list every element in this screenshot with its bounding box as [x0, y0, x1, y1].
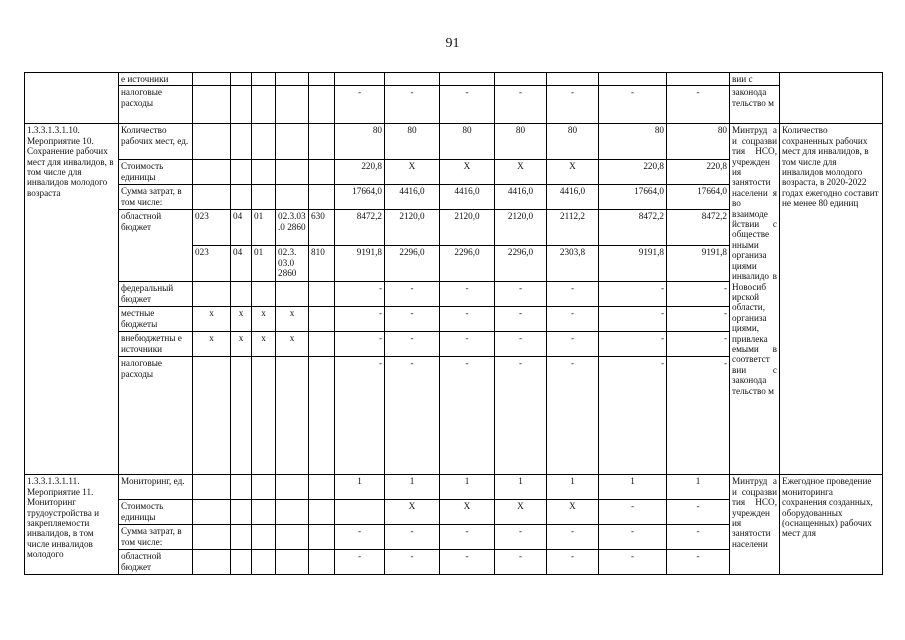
funding-source-label: налоговые расходы — [119, 86, 193, 124]
funding-source-label: Сумма затрат, в том числе: — [119, 185, 193, 210]
measure11-title: 1.3.3.1.3.1.11. Мероприятие 11. Мониторинг трудоустройства и закрепляемости инвалидов, в том числе инвалидов молодого — [25, 475, 119, 575]
value-cell: - — [440, 307, 495, 332]
budget-code-cell — [231, 160, 252, 185]
value-cell: - — [495, 525, 547, 550]
value-cell: - — [440, 332, 495, 357]
value-cell: 1 — [667, 475, 730, 500]
value-cell: 4416,0 — [385, 185, 440, 210]
value-cell: - — [667, 86, 730, 124]
budget-code-cell — [231, 550, 252, 575]
value-cell — [385, 73, 440, 86]
budget-code-cell — [252, 357, 276, 475]
budget-code-cell — [252, 282, 276, 307]
budget-code-cell — [276, 185, 309, 210]
value-cell: 80 — [599, 124, 667, 160]
budget-code-cell — [276, 160, 309, 185]
value-cell: - — [335, 86, 385, 124]
value-cell: - — [599, 282, 667, 307]
value-cell: - — [547, 357, 599, 475]
value-cell: 1 — [547, 475, 599, 500]
value-cell: - — [547, 282, 599, 307]
value-cell: 80 — [667, 124, 730, 160]
value-cell: - — [495, 307, 547, 332]
value-cell: 1 — [385, 475, 440, 500]
value-cell — [335, 73, 385, 86]
value-cell: - — [495, 550, 547, 575]
value-cell: - — [547, 307, 599, 332]
value-cell: 4416,0 — [547, 185, 599, 210]
budget-code-cell — [193, 185, 231, 210]
funding-source-label: Количество рабочих мест, ед. — [119, 124, 193, 160]
value-cell: - — [495, 332, 547, 357]
value-cell: 2296,0 — [495, 246, 547, 282]
value-cell: - — [440, 525, 495, 550]
funding-source-label: областной бюджет — [119, 210, 193, 282]
value-cell: Х — [495, 160, 547, 185]
budget-code-cell — [309, 332, 335, 357]
value-cell: - — [385, 357, 440, 475]
value-cell: 8472,2 — [599, 210, 667, 246]
budget-code-cell — [309, 282, 335, 307]
value-cell: - — [599, 86, 667, 124]
value-cell: Х — [385, 160, 440, 185]
value-cell — [440, 73, 495, 86]
value-cell: Х — [440, 500, 495, 525]
value-cell: - — [385, 525, 440, 550]
value-cell: 1 — [599, 475, 667, 500]
value-cell: 8472,2 — [335, 210, 385, 246]
value-cell: 80 — [335, 124, 385, 160]
value-cell: 4416,0 — [440, 185, 495, 210]
value-cell: - — [440, 86, 495, 124]
value-cell: Х — [495, 500, 547, 525]
value-cell: 220,8 — [667, 160, 730, 185]
value-cell: - — [495, 86, 547, 124]
value-cell: Х — [547, 500, 599, 525]
budget-code-cell — [193, 73, 231, 86]
budget-code-cell — [193, 357, 231, 475]
value-cell: - — [667, 357, 730, 475]
budget-code-cell — [276, 475, 309, 500]
budget-code-cell — [309, 525, 335, 550]
budget-code-cell: 023 — [193, 246, 231, 282]
budget-code-cell — [231, 357, 252, 475]
measure11-result: Ежегодное проведение мониторинга сохранения созданных, оборудованных (оснащенных) рабочих мест для — [780, 475, 883, 575]
budget-code-cell — [276, 550, 309, 575]
budget-code-cell: x — [276, 307, 309, 332]
budget-code-cell — [193, 550, 231, 575]
budget-code-cell — [252, 550, 276, 575]
value-cell: - — [440, 282, 495, 307]
value-cell: Х — [547, 160, 599, 185]
value-cell: - — [495, 357, 547, 475]
budget-code-cell — [309, 500, 335, 525]
value-cell: - — [667, 307, 730, 332]
measure11-executor: Минтруд а и соцразви тия НСО, учрежден ия занятости населени — [730, 475, 780, 575]
value-cell: 220,8 — [335, 160, 385, 185]
budget-code-cell — [231, 500, 252, 525]
value-cell: 220,8 — [599, 160, 667, 185]
budget-code-cell: x — [231, 307, 252, 332]
budget-code-cell: 023 — [193, 210, 231, 246]
value-cell: - — [385, 282, 440, 307]
budget-code-cell — [193, 475, 231, 500]
value-cell: - — [385, 332, 440, 357]
budget-code-cell: 02.3. 03.0 2860 — [276, 246, 309, 282]
value-cell: 2296,0 — [385, 246, 440, 282]
funding-source-label: областной бюджет — [119, 550, 193, 575]
budget-code-cell — [231, 525, 252, 550]
funding-source-label: Сумма затрат, в том числе: — [119, 525, 193, 550]
budget-code-cell: x — [252, 332, 276, 357]
measure10-row — [25, 124, 883, 160]
value-cell: - — [335, 550, 385, 575]
value-cell: 9191,8 — [667, 246, 730, 282]
budget-code-cell: 04 — [231, 246, 252, 282]
value-cell: - — [440, 357, 495, 475]
budget-code-cell — [276, 525, 309, 550]
budget-code-cell — [309, 124, 335, 160]
value-cell: - — [495, 282, 547, 307]
value-cell: 80 — [385, 124, 440, 160]
value-cell: 2120,0 — [385, 210, 440, 246]
value-cell — [547, 73, 599, 86]
value-cell: 80 — [495, 124, 547, 160]
value-cell: 80 — [440, 124, 495, 160]
value-cell: 1 — [440, 475, 495, 500]
funding-source-label: местные бюджеты — [119, 307, 193, 332]
budget-code-cell: 01 — [252, 246, 276, 282]
budget-code-cell — [252, 185, 276, 210]
value-cell — [599, 73, 667, 86]
budget-code-cell — [231, 282, 252, 307]
value-cell: 17664,0 — [667, 185, 730, 210]
budget-code-cell — [309, 86, 335, 124]
value-cell: - — [440, 550, 495, 575]
value-cell: - — [599, 550, 667, 575]
executor-cell: вии с — [730, 73, 780, 86]
budget-code-cell — [309, 550, 335, 575]
budget-code-cell — [276, 73, 309, 86]
value-cell — [335, 500, 385, 525]
value-cell: - — [599, 332, 667, 357]
value-cell — [495, 73, 547, 86]
funding-source-label: федеральный бюджет — [119, 282, 193, 307]
budget-code-cell — [231, 124, 252, 160]
value-cell: - — [547, 86, 599, 124]
value-cell: - — [547, 525, 599, 550]
budget-code-cell: 01 — [252, 210, 276, 246]
value-cell: - — [667, 282, 730, 307]
budget-code-cell: 630 — [309, 210, 335, 246]
value-cell: 2303,8 — [547, 246, 599, 282]
budget-code-cell — [231, 185, 252, 210]
value-cell: - — [667, 550, 730, 575]
budget-code-cell — [252, 124, 276, 160]
budget-code-cell — [276, 124, 309, 160]
funding-source-label: е источники — [119, 73, 193, 86]
value-cell: - — [547, 332, 599, 357]
budget-code-cell — [252, 475, 276, 500]
value-cell: - — [599, 357, 667, 475]
value-cell: - — [335, 307, 385, 332]
budget-code-cell — [252, 500, 276, 525]
value-cell: - — [547, 550, 599, 575]
funding-source-label: внебюджетны е источники — [119, 332, 193, 357]
continuation-row — [25, 86, 883, 124]
value-cell: Х — [440, 160, 495, 185]
budget-code-cell: 02.3.03.0 2860 — [276, 210, 309, 246]
value-cell: - — [335, 282, 385, 307]
value-cell: - — [599, 307, 667, 332]
value-cell: - — [385, 86, 440, 124]
budget-code-cell: x — [193, 307, 231, 332]
value-cell: 17664,0 — [599, 185, 667, 210]
measure10-result: Количество сохраненных рабочих мест для инвалидов, в том числе для инвалидов молодого возраста, в 2020-2022 годах ежегодно составит не менее 80 единиц — [780, 124, 883, 475]
budget-code-cell — [276, 500, 309, 525]
value-cell: 2112,2 — [547, 210, 599, 246]
value-cell: 4416,0 — [495, 185, 547, 210]
continuation-row — [25, 73, 883, 86]
budget-code-cell — [309, 73, 335, 86]
budget-code-cell: x — [193, 332, 231, 357]
budget-code-cell: 04 — [231, 210, 252, 246]
value-cell: 8472,2 — [667, 210, 730, 246]
value-cell: 2296,0 — [440, 246, 495, 282]
value-cell: - — [667, 500, 730, 525]
budget-code-cell — [193, 500, 231, 525]
value-cell: 17664,0 — [335, 185, 385, 210]
funding-source-label: налоговые расходы — [119, 357, 193, 475]
value-cell: 2120,0 — [495, 210, 547, 246]
value-cell: - — [667, 332, 730, 357]
budget-code-cell — [252, 86, 276, 124]
measure10-executor: Минтруд а и соцразви тия НСО, учрежден ия занятости населени я во взаимоде йствии с обществе нными организа циями инвалидо в Новосиб ирской области, организа циями, привлека емыми в соответст вии с законода тельство м — [730, 124, 780, 475]
value-cell: 80 — [547, 124, 599, 160]
budget-code-cell — [231, 73, 252, 86]
budget-code-cell — [309, 357, 335, 475]
value-cell: - — [385, 550, 440, 575]
budget-code-cell: 810 — [309, 246, 335, 282]
value-cell: 2120,0 — [440, 210, 495, 246]
funding-source-label: Мониторинг, ед. — [119, 475, 193, 500]
page-number: 91 — [445, 36, 460, 51]
measure10-title: 1.3.3.1.3.1.10. Мероприятие 10. Сохранение рабочих мест для инвалидов, в том числе для инвалидов молодого возраста — [25, 124, 119, 475]
budget-code-cell — [193, 282, 231, 307]
value-cell: 1 — [495, 475, 547, 500]
result-cell — [780, 73, 883, 124]
value-cell: - — [335, 357, 385, 475]
budget-code-cell — [252, 73, 276, 86]
value-cell: - — [667, 525, 730, 550]
value-cell: - — [335, 332, 385, 357]
value-cell: - — [599, 525, 667, 550]
budget-code-cell — [231, 475, 252, 500]
budget-code-cell — [193, 160, 231, 185]
funding-source-label: Стоимость единицы — [119, 160, 193, 185]
budget-code-cell — [309, 185, 335, 210]
budget-code-cell — [309, 307, 335, 332]
value-cell: - — [385, 307, 440, 332]
value-cell: - — [599, 500, 667, 525]
value-cell: 9191,8 — [599, 246, 667, 282]
measure11-row — [25, 475, 883, 500]
budget-code-cell: x — [276, 332, 309, 357]
budget-code-cell: x — [231, 332, 252, 357]
budget-code-cell — [193, 124, 231, 160]
value-cell: Х — [385, 500, 440, 525]
value-cell: 9191,8 — [335, 246, 385, 282]
program-measures-table — [24, 72, 883, 575]
measure-title-cell — [25, 73, 119, 124]
budget-code-cell — [231, 86, 252, 124]
value-cell: 1 — [335, 475, 385, 500]
executor-cell: законода тельство м — [730, 86, 780, 124]
budget-code-cell — [252, 160, 276, 185]
budget-code-cell: x — [252, 307, 276, 332]
budget-code-cell — [276, 357, 309, 475]
funding-source-label: Стоимость единицы — [119, 500, 193, 525]
budget-code-cell — [193, 86, 231, 124]
value-cell: - — [335, 525, 385, 550]
budget-code-cell — [252, 525, 276, 550]
budget-code-cell — [276, 86, 309, 124]
budget-code-cell — [276, 282, 309, 307]
budget-code-cell — [193, 525, 231, 550]
value-cell — [667, 73, 730, 86]
budget-code-cell — [309, 160, 335, 185]
budget-code-cell — [309, 475, 335, 500]
